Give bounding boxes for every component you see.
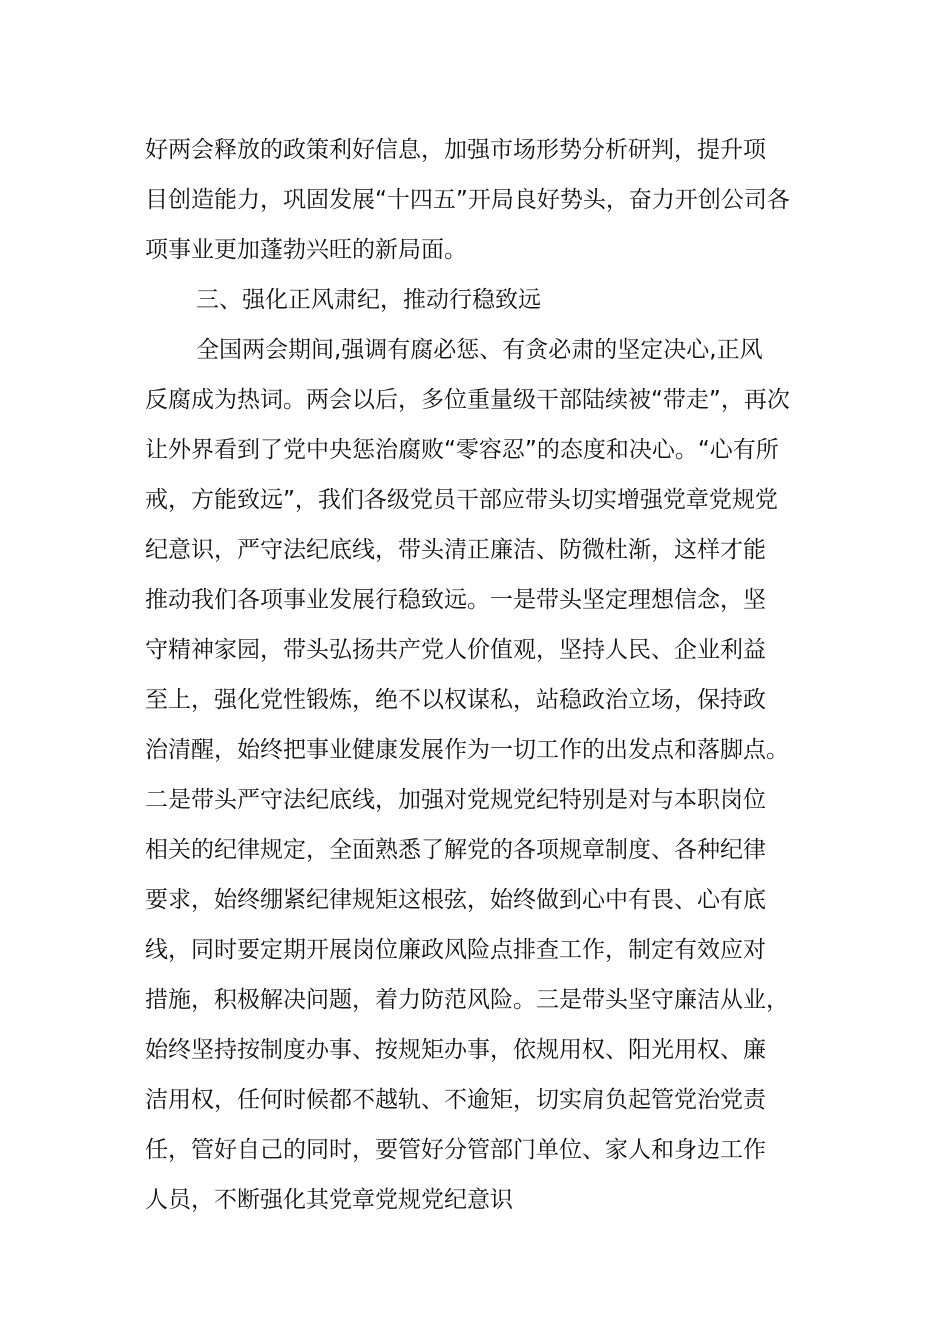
paragraph-line: 反腐成为热词。两会以后，多位重量级干部陆续被“带走”，再次 [145, 387, 790, 413]
paragraph-line: 推动我们各项事业发展行稳致远。一是带头坚定理想信念，坚 [145, 587, 766, 613]
paragraph-line: 至上，强化党性锻炼，绝不以权谋私，站稳政治立场，保持政 [145, 687, 766, 713]
paragraph-line: 好两会释放的政策利好信息，加强市场形势分析研判，提升项 [145, 137, 766, 163]
paragraph-line: 人员，不断强化其党章党规党纪意识 [145, 1187, 513, 1213]
paragraph-line: 全国两会期间,强调有腐必惩、有贪必肃的坚定决心,正风 [196, 337, 763, 363]
paragraph-line: 戒，方能致远”，我们各级党员干部应带头切实增强党章党规党 [145, 487, 778, 513]
paragraph-line: 治清醒，始终把事业健康发展作为一切工作的出发点和落脚点。 [145, 737, 789, 763]
paragraph-line: 守精神家园，带头弘扬共产党人价值观，坚持人民、企业利益 [145, 637, 766, 663]
paragraph-line: 目创造能力，巩固发展“十四五”开局良好势头，奋力开创公司各 [145, 187, 790, 213]
paragraph-line: 纪意识，严守法纪底线，带头清正廉洁、防微杜渐，这样才能 [145, 537, 766, 563]
paragraph-line: 措施，积极解决问题，着力防范风险。三是带头坚守廉洁从业， [145, 987, 789, 1013]
paragraph-line: 线，同时要定期开展岗位廉政风险点排查工作，制定有效应对 [145, 937, 766, 963]
paragraph-line: 相关的纪律规定，全面熟悉了解党的各项规章制度、各种纪律 [145, 837, 766, 863]
paragraph-line: 始终坚持按制度办事、按规矩办事，依规用权、阳光用权、廉 [145, 1037, 766, 1063]
paragraph-line: 要求，始终绷紧纪律规矩这根弦，始终做到心中有畏、心有底 [145, 887, 766, 913]
paragraph-line: 让外界看到了党中央惩治腐败“零容忍”的态度和决心。“心有所 [145, 437, 779, 463]
section-heading: 三、强化正风肃纪，推动行稳致远 [196, 287, 541, 313]
paragraph-line: 项事业更加蓬勃兴旺的新局面。 [145, 237, 467, 263]
paragraph-line: 洁用权，任何时候都不越轨、不逾矩，切实肩负起管党治党责 [145, 1087, 766, 1113]
paragraph-line: 任，管好自己的同时，要管好分管部门单位、家人和身边工作 [145, 1137, 766, 1163]
paragraph-line: 二是带头严守法纪底线，加强对党规党纪特别是对与本职岗位 [145, 787, 766, 813]
